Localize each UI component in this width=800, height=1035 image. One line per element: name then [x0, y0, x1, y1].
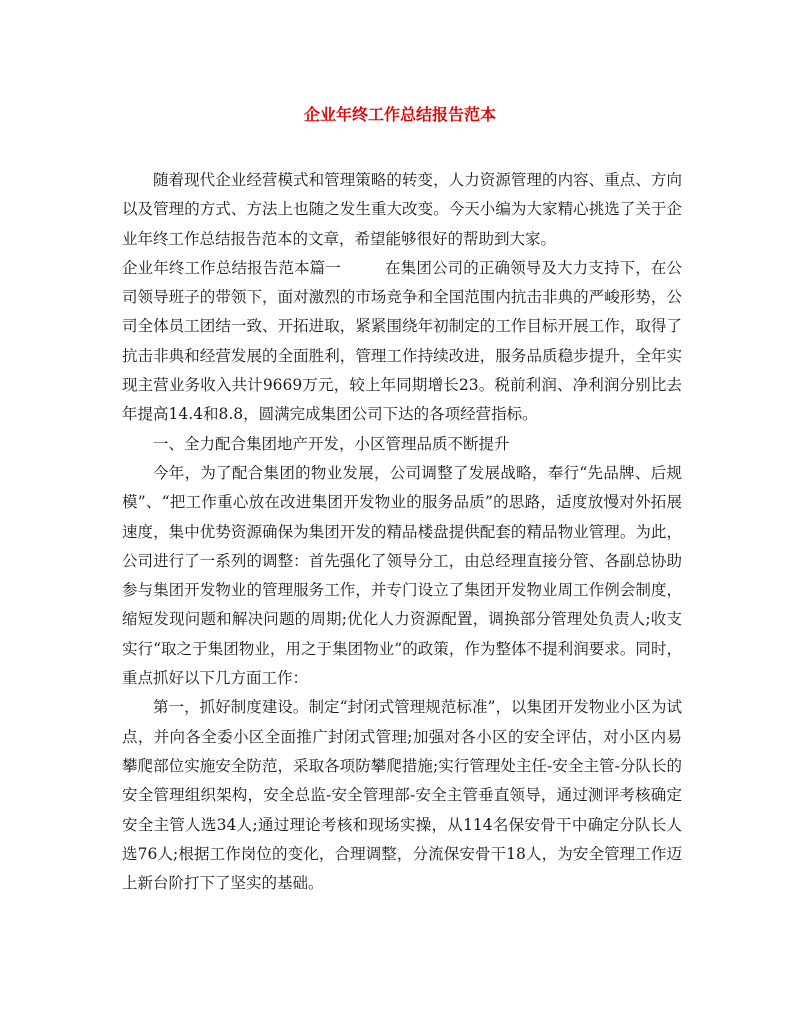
first-item-paragraph: 第一，抓好制度建设。制定“封闭式管理规范标准”，以集团开发物业小区为试点，并向各全委小区全面推广封闭式管理;加强对各小区的安全评估，对小区内易攀爬部位实施安全防范，采取各项防攀爬措施;实行管理处主任-安全主管-分队长的安全管理组织架构，安全总监-安全管理部-安全主管垂直领导，通过测评考核确定安全主管人选34人;通过理论考核和现场实操，从114名保安骨干中确定分队长人选76人;根据工作岗位的变化，合理调整，分流保安骨干18人，为安全管理工作迈上新台阶打下了坚实的基础。: [122, 698, 682, 893]
document-body: [122, 166, 682, 898]
point-one-body: 今年，为了配合集团的物业发展，公司调整了发展战略，奉行“先品牌、后规模”、“把工作重心放在改进集团开发物业的服务品质”的思路，适度放慢对外拓展速度，集中优势资源确保为集团开发的精品楼盘提供配套的精品物业管理。为此，公司进行了一系列的调整：首先强化了领导分工，由总经理直接分管、各副总协助参与集团开发物业的管理服务工作，并专门设立了集团开发物业周工作例会制度，缩短发现问题和解决问题的周期;优化人力资源配置，调换部分管理处负责人;收支实行“取之于集团物业，用之于集团物业”的政策，作为整体不提利润要求。同时，重点抓好以下几方面工作：: [122, 463, 682, 688]
section-paragraph: [122, 254, 682, 430]
section-heading: 企业年终工作总结报告范本篇一: [122, 258, 341, 277]
document-title: 企业年终工作总结报告范本: [303, 105, 496, 124]
section-lead: 在集团公司的正确领导及大力支持下，在公司领导班子的带领下，面对激烈的市场竞争和全国范围内抗击非典的严峻形势，公司全体员工团结一致、开拓进取，紧紧围绕年初制定的工作目标开展工作，取得了抗击非典和经营发展的全面胜利，管理工作持续改进，服务品质稳步提升，全年实现主营业务收入共计9669万元，较上年同期增长23。税前利润、净利润分别比去年提高14.4和8.8，圆满完成集团公司下达的各项经营指标。: [122, 258, 682, 424]
intro-paragraph: 随着现代企业经营模式和管理策略的转变，人力资源管理的内容、重点、方向以及管理的方式、方法上也随之发生重大改变。今天小编为大家精心挑选了关于企业年终工作总结报告范本的文章，希望能够很好的帮助到大家。: [122, 171, 682, 248]
point-one-heading: 一、全力配合集团地产开发，小区管理品质不断提升: [153, 434, 510, 453]
